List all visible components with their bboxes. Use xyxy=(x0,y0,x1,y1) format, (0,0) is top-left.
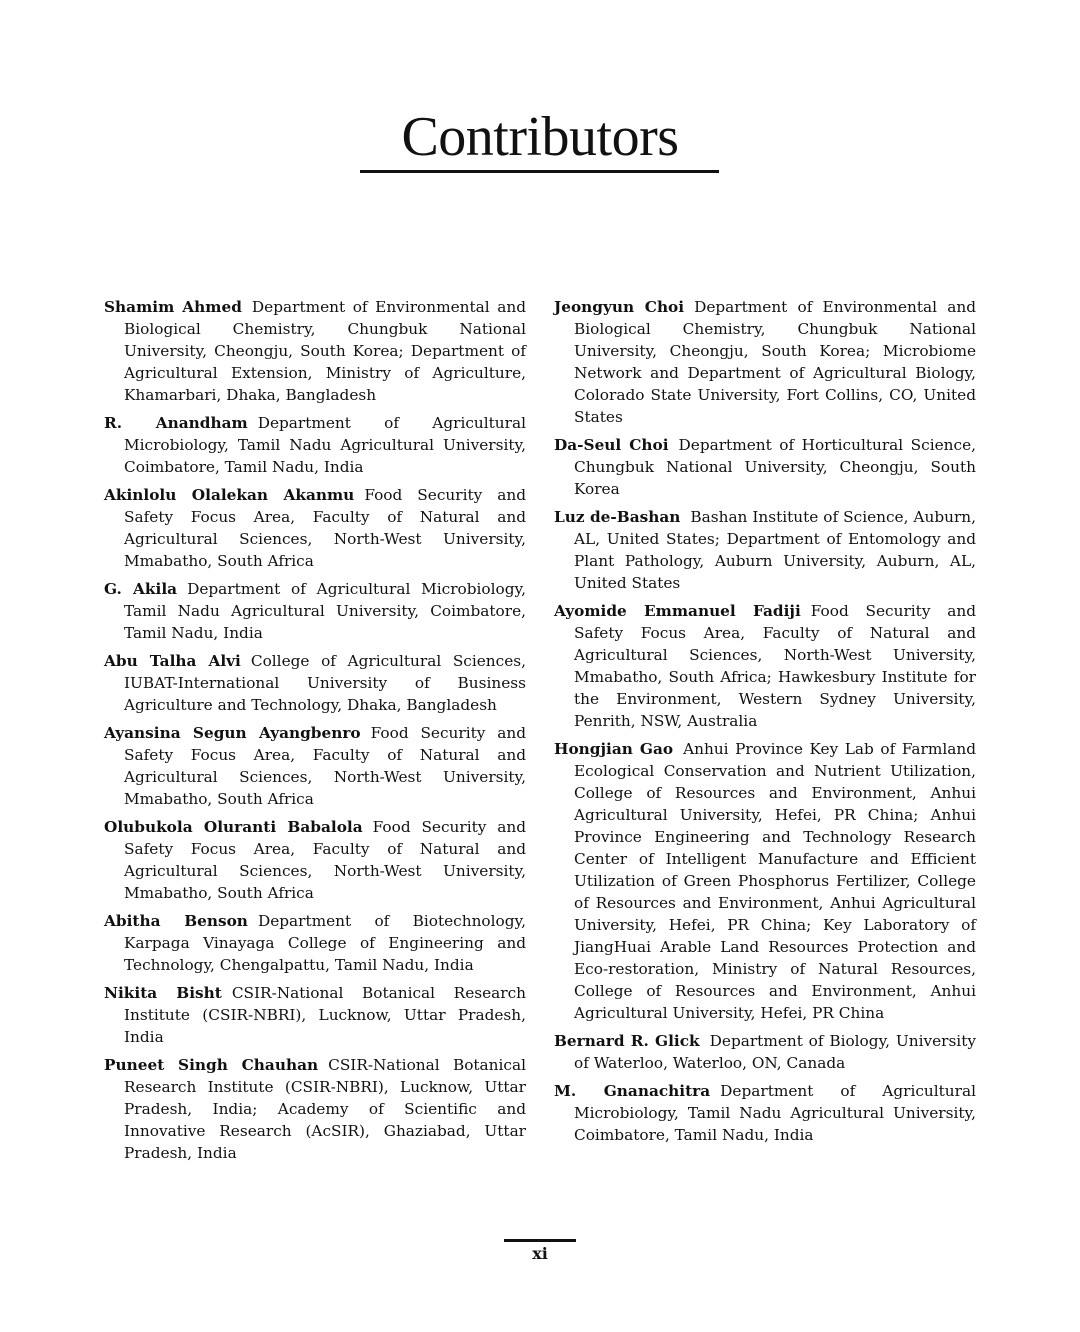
contributor-affiliation: CSIR-National Botanical Research Institute (CSIR-NBRI), Lucknow, Uttar Pradesh, India xyxy=(124,984,527,1046)
contributor-entry xyxy=(104,484,526,572)
contributor-affiliation: Department of Agricultural Microbiology, Tamil Nadu Agricultural University, Coimbatore, Tamil Nadu, India xyxy=(124,414,526,476)
contributor-name: Bernard R. Glick xyxy=(554,1032,700,1050)
contributor-entry xyxy=(104,1054,526,1164)
contributor-entry xyxy=(104,982,526,1048)
contributor-affiliation: Food Security and Safety Focus Area, Faculty of Natural and Agricultural Sciences, North-West University, Mmabatho, South Africa xyxy=(124,818,526,902)
contributor-affiliation: College of Agricultural Sciences, IUBAT-International University of Business Agriculture and Technology, Dhaka, Bangladesh xyxy=(124,652,526,714)
contributor-name: Ayomide Emmanuel Fadiji xyxy=(554,602,801,620)
contributors-column-left xyxy=(104,296,526,1170)
contributor-affiliation: Department of Agricultural Microbiology, Tamil Nadu Agricultural University, Coimbatore, Tamil Nadu, India xyxy=(574,1082,976,1144)
contributor-affiliation: Department of Environmental and Biological Chemistry, Chungbuk National University, Cheongju, South Korea; Microbiome Network and Department of Agricultural Biology, Colorado State University, Fort Collins, CO, United States xyxy=(574,298,976,426)
contributor-affiliation: Bashan Institute of Science, Auburn, AL, United States; Department of Entomology and Plant Pathology, Auburn University, Auburn, AL, United States xyxy=(574,508,976,592)
contributor-name: Nikita Bisht xyxy=(104,984,222,1002)
contributor-entry xyxy=(104,578,526,644)
contributor-entry xyxy=(104,722,526,810)
contributor-affiliation: Food Security and Safety Focus Area, Faculty of Natural and Agricultural Sciences, North-West University, Mmabatho, South Africa xyxy=(124,486,527,570)
contributor-entry xyxy=(554,506,976,594)
contributor-entry xyxy=(104,650,526,716)
contributor-entry xyxy=(104,816,526,904)
contributor-affiliation: Department of Agricultural Microbiology, Tamil Nadu Agricultural University, Coimbatore, Tamil Nadu, India xyxy=(124,580,526,642)
contributor-name: Jeongyun Choi xyxy=(554,298,685,316)
contributor-name: M. Gnanachitra xyxy=(554,1082,711,1100)
contributor-entry xyxy=(104,910,526,976)
contributor-affiliation: Anhui Province Key Lab of Farmland Ecological Conservation and Nutrient Utilization, College of Resources and Environment, Anhui Agricultural University, Hefei, PR China; Anhui Province Engineering and Technology Research Center of Intelligent Manufacture and Efficient Utilization of Green Phosphorus Fertilizer, College of Resources and Environment, Anhui Agricultural University, Hefei, PR China; Key Laboratory of JiangHuai Arable Land Resources Protection and Eco-restoration, Ministry of Natural Resources, College of Resources and Environment, Anhui Agricultural University, Hefei, PR China xyxy=(574,740,977,1022)
contributor-affiliation: Food Security and Safety Focus Area, Faculty of Natural and Agricultural Sciences, North-West University, Mmabatho, South Africa xyxy=(124,724,526,808)
contributor-name: R. Anandham xyxy=(104,414,248,432)
contributor-entry xyxy=(554,738,976,1024)
contributor-name: Hongjian Gao xyxy=(554,740,674,758)
contributor-name: Akinlolu Olalekan Akanmu xyxy=(104,486,355,504)
contributor-affiliation: Department of Biotechnology, Karpaga Vinayaga College of Engineering and Technology, Chengalpattu, Tamil Nadu, India xyxy=(124,912,526,974)
contributor-entry xyxy=(554,1080,976,1146)
contributor-affiliation: Department of Environmental and Biological Chemistry, Chungbuk National University, Cheongju, South Korea; Department of Agricultural Extension, Ministry of Agriculture, Khamarbari, Dhaka, Bangladesh xyxy=(124,298,526,404)
contributor-entry xyxy=(554,1030,976,1074)
page-title: Contributors xyxy=(401,106,679,168)
contributor-name: Olubukola Oluranti Babalola xyxy=(104,818,363,836)
contributor-entry xyxy=(104,296,526,406)
contributor-name: Puneet Singh Chauhan xyxy=(104,1056,319,1074)
contributor-entry xyxy=(104,412,526,478)
contributor-affiliation: CSIR-National Botanical Research Institute (CSIR-NBRI), Lucknow, Uttar Pradesh, India; Academy of Scientific and Innovative Research (AcSIR), Ghaziabad, Uttar Pradesh, India xyxy=(124,1056,526,1162)
contributor-affiliation: Food Security and Safety Focus Area, Faculty of Natural and Agricultural Sciences, North-West University, Mmabatho, South Africa; Hawkesbury Institute for the Environment, Western Sydney University, Penrith, NSW, Australia xyxy=(574,602,977,730)
contributor-entry xyxy=(554,434,976,500)
contributor-affiliation: Department of Biology, University of Waterloo, Waterloo, ON, Canada xyxy=(574,1032,976,1072)
contributor-name: Luz de-Bashan xyxy=(554,508,681,526)
contributor-name: Abitha Benson xyxy=(104,912,248,930)
title-rule xyxy=(360,170,719,173)
contributor-name: Abu Talha Alvi xyxy=(104,652,241,670)
contributor-entry xyxy=(554,600,976,732)
contributor-affiliation: Department of Horticultural Science, Chungbuk National University, Cheongju, South Korea xyxy=(574,436,976,498)
contributor-entry xyxy=(554,296,976,428)
page-number: xi xyxy=(532,1244,548,1263)
contributor-name: Shamim Ahmed xyxy=(104,298,242,316)
contributor-name: G. Akila xyxy=(104,580,178,598)
folio-rule xyxy=(504,1239,576,1242)
contributors-column-right xyxy=(554,296,976,1152)
contributor-name: Ayansina Segun Ayangbenro xyxy=(104,724,361,742)
contributor-name: Da-Seul Choi xyxy=(554,436,669,454)
